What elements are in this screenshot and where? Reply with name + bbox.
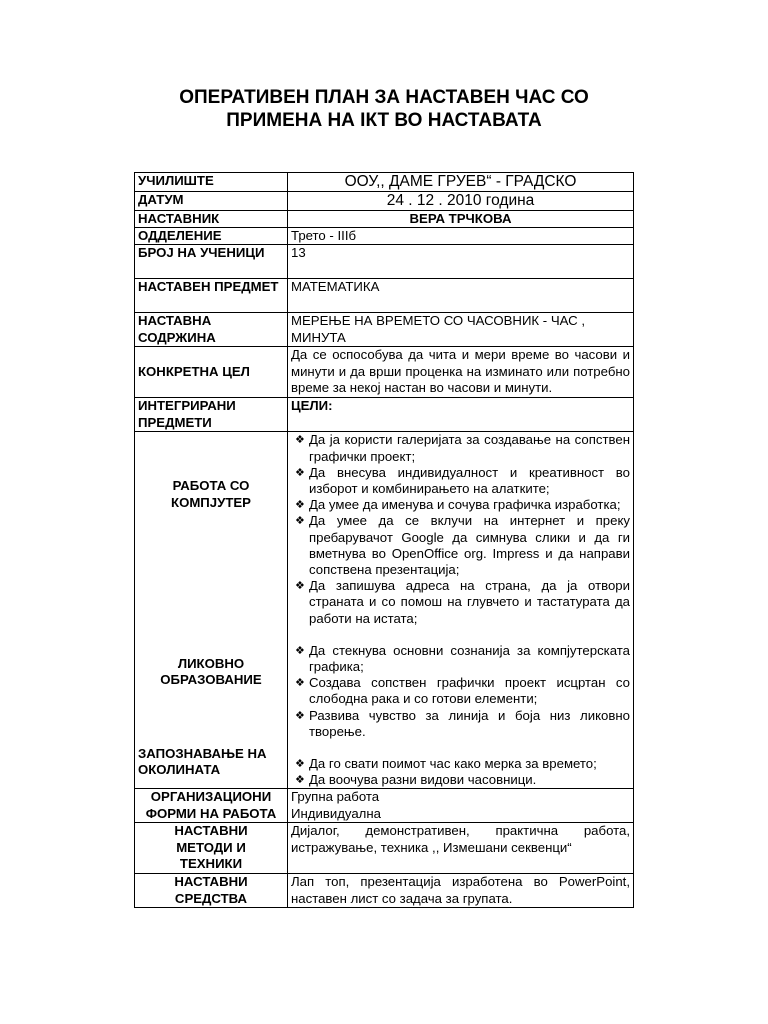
list-item: ❖ Да умее да се вклучи на интернет и преку пребарувачот Google да симнува слики и да ги вметнува во OpenOffice org. Impress и да направи сопствена презентација;: [309, 513, 630, 578]
content-label: НАСТАВНА СОДРЖИНА: [135, 313, 288, 347]
row-subject: [135, 279, 634, 313]
goal-value: Да се оспособува да чита и мери време во часови и минути и да врши проценка на изминато или потребно време за некој настан во часови и минути.: [288, 347, 634, 398]
teacher-value: ВЕРА ТРЧКОВА: [288, 211, 634, 228]
list-item: ❖ Да стекнува основни сознанија за компјутерската графика;: [309, 643, 630, 675]
row-date: [135, 192, 634, 211]
class-value: Трето - IIIб: [288, 228, 634, 245]
date-value: 24 . 12 . 2010 година: [288, 192, 634, 211]
row-forms: [135, 789, 634, 823]
methods-label: [135, 823, 288, 874]
computer-label: РАБОТА СО КОМПЈУТЕР: [171, 478, 251, 510]
list-item: ❖ Да запишува адреса на страна, да ја отвори страната и со помош на глувчето и тастатурата да работи на истата;: [309, 578, 630, 627]
subject-label: НАСТАВЕН ПРЕДМЕТ: [135, 279, 288, 313]
list-item: ❖ Да ја користи галеријата за создавање на сопствен графички проект;: [309, 432, 630, 464]
forms-line-1: Групна работа: [291, 789, 380, 805]
forms-label: ОРГАНИЗАЦИОНИ ФОРМИ НА РАБОТА: [135, 789, 288, 823]
title-line-1: ОПЕРАТИВЕН ПЛАН ЗА НАСТАВЕН ЧАС СО: [179, 87, 589, 108]
row-teacher: [135, 211, 634, 228]
environment-goals-list: [291, 756, 630, 788]
lesson-plan-table: [134, 172, 634, 908]
students-value: 13: [288, 245, 634, 279]
row-content: [135, 313, 634, 347]
subject-value: МАТЕМАТИКА: [288, 279, 634, 313]
art-goals-list: [291, 643, 630, 740]
row-class: [135, 228, 634, 245]
row-integrated: [135, 398, 634, 432]
list-item: ❖ Развива чувство за линија и боја низ ликовно творење.: [309, 708, 630, 740]
goal-label: КОНКРЕТНА ЦЕЛ: [135, 347, 288, 398]
row-goal: [135, 347, 634, 398]
teacher-label: НАСТАВНИК: [135, 211, 288, 228]
list-item: ❖ Да воочува разни видови часовници.: [309, 772, 630, 788]
computer-goals-list: [291, 432, 630, 626]
row-methods: [135, 823, 634, 874]
title-line-2: ПРИМЕНА НА ІКТ ВО НАСТАВАТА: [226, 110, 542, 131]
date-label: ДАТУМ: [135, 192, 288, 211]
students-label: БРОЈ НА УЧЕНИЦИ: [135, 245, 288, 279]
row-students: [135, 245, 634, 279]
list-item: ❖ Создава сопствен графички проект исцртан со слободна рака и со готови елементи;: [309, 675, 630, 707]
row-subjects-detail: [135, 432, 634, 789]
tools-label: НАСТАВНИ СРЕДСТВА: [135, 874, 288, 908]
environment-label: ЗАПОЗНАВАЊЕ НА ОКОЛИНАТА: [138, 746, 267, 778]
school-label: УЧИЛИШТЕ: [135, 173, 288, 192]
class-label: ОДДЕЛЕНИЕ: [135, 228, 288, 245]
integrated-value: ЦЕЛИ:: [288, 398, 634, 432]
school-value: ООУ,, ДАМЕ ГРУЕВ“ - ГРАДСКО: [288, 173, 634, 192]
forms-line-2: Индивидуална: [291, 805, 381, 821]
methods-value: Дијалог, демонстративен, практична работа, истражување, техника ,, Измешани секвенци“: [288, 823, 634, 874]
document-title: [0, 86, 768, 132]
content-value: МЕРЕЊЕ НА ВРЕМЕТО СО ЧАСОВНИК - ЧАС , МИНУТА: [288, 313, 634, 347]
subjects-labels-cell: [135, 432, 288, 789]
tools-value: Лап топ, презентација изработена во PowerPoint, наставен лист со задача за групата.: [288, 874, 634, 908]
integrated-label: ИНТЕГРИРАНИ ПРЕДМЕТИ: [135, 398, 288, 432]
list-item: ❖ Да внесува индивидуалност и креативност во изборот и комбинирањето на алатките;: [309, 465, 630, 497]
methods-label-text: НАСТАВНИ МЕТОДИ И ТЕХНИКИ: [174, 823, 248, 871]
art-label: ЛИКОВНО ОБРАЗОВАНИЕ: [160, 655, 262, 688]
list-item: ❖ Да умее да именува и сочува графичка изработка;: [309, 497, 630, 513]
list-item: ❖ Да го свати поимот час како мерка за времето;: [309, 756, 630, 772]
forms-value: [288, 789, 634, 823]
subjects-goals-cell: [288, 432, 634, 789]
row-tools: [135, 874, 634, 908]
row-school: [135, 173, 634, 192]
